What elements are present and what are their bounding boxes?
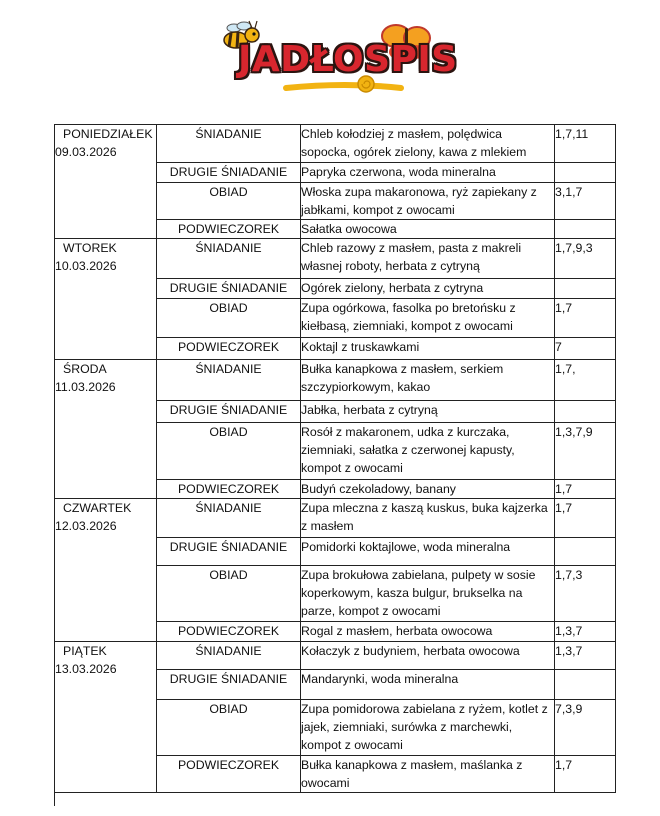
day-date: 13.03.2026 <box>55 662 117 676</box>
dish-description-cell: Pomidorki koktajlowe, woda mineralna <box>301 538 555 566</box>
dish-description-cell: Koktajl z truskawkami <box>301 338 555 360</box>
menu-row <box>55 239 616 279</box>
meal-type-cell: OBIAD <box>157 423 301 480</box>
dish-description-cell: Budyń czekoladowy, banany <box>301 480 555 499</box>
day-name: PONIEDZIAŁEK <box>63 127 153 141</box>
dish-description-cell: Zupa mleczna z kaszą kuskus, buka kajzerka z masłem <box>301 499 555 538</box>
meal-type-cell: DRUGIE ŚNIADANIE <box>157 401 301 423</box>
allergens-cell: 1,7,3 <box>555 566 616 622</box>
meal-type-cell: OBIAD <box>157 700 301 756</box>
allergens-cell: 1,7, <box>555 360 616 401</box>
allergens-cell: 1,7 <box>555 299 616 338</box>
meal-type-cell: PODWIECZOREK <box>157 756 301 793</box>
dish-description-cell: Rosół z makaronem, udka z kurczaka, ziemniaki, sałatka z czerwonej kapusty, kompot z owocami <box>301 423 555 480</box>
day-name: CZWARTEK <box>63 501 132 515</box>
allergens-cell: 1,3,7 <box>555 622 616 642</box>
meal-type-cell: PODWIECZOREK <box>157 338 301 360</box>
allergens-cell: 7,3,9 <box>555 700 616 756</box>
dish-description-cell: Zupa brokułowa zabielana, pulpety w sosie koperkowym, kasza bulgur, brukselka na parze, kompot z owocami <box>301 566 555 622</box>
day-date: 09.03.2026 <box>55 145 117 159</box>
day-cell <box>55 360 157 499</box>
allergens-cell: 1,3,7 <box>555 642 616 670</box>
dish-description-cell: Chleb kołodziej z masłem, polędwica sopocka, ogórek zielony, kawa z mlekiem <box>301 125 555 163</box>
meal-type-cell: ŚNIADANIE <box>157 360 301 401</box>
dish-description-cell: Mandarynki, woda mineralna <box>301 670 555 700</box>
dish-description-cell: Bułka kanapkowa z masłem, maślanka z owocami <box>301 756 555 793</box>
dish-description-cell: Kołaczyk z budyniem, herbata owocowa <box>301 642 555 670</box>
allergens-cell: 7 <box>555 338 616 360</box>
day-cell <box>55 642 157 793</box>
day-date: 10.03.2026 <box>55 259 117 273</box>
allergens-cell: 1,7,9,3 <box>555 239 616 279</box>
dish-description-cell: Zupa pomidorowa zabielana z ryżem, kotlet z jajek, ziemniaki, surówka z marchewki, kompot z owocami <box>301 700 555 756</box>
meal-type-cell: PODWIECZOREK <box>157 480 301 499</box>
meal-type-cell: PODWIECZOREK <box>157 622 301 642</box>
allergens-cell <box>555 163 616 183</box>
dish-description-cell: Rogal z masłem, herbata owocowa <box>301 622 555 642</box>
dish-description-cell: Włoska zupa makaronowa, ryż zapiekany z jabłkami, kompot z owocami <box>301 183 555 220</box>
allergens-cell <box>555 670 616 700</box>
day-name: PIĄTEK <box>63 644 107 658</box>
meal-type-cell: ŚNIADANIE <box>157 125 301 163</box>
allergens-cell <box>555 538 616 566</box>
dish-description-cell: Zupa ogórkowa, fasolka po bretońsku z kiełbasą, ziemniaki, kompot z owocami <box>301 299 555 338</box>
allergens-cell: 1,7 <box>555 480 616 499</box>
dish-description-cell: Chleb razowy z masłem, pasta z makreli własnej roboty, herbata z cytryną <box>301 239 555 279</box>
allergens-cell: 1,7 <box>555 756 616 793</box>
dish-description-cell: Papryka czerwona, woda mineralna <box>301 163 555 183</box>
day-name: ŚRODA <box>63 362 107 376</box>
dish-description-cell: Ogórek zielony, herbata z cytryna <box>301 279 555 299</box>
allergens-cell: 1,3,7,9 <box>555 423 616 480</box>
allergens-cell <box>555 279 616 299</box>
day-cell <box>55 239 157 360</box>
allergens-cell <box>555 401 616 423</box>
allergens-cell: 1,7 <box>555 499 616 538</box>
dish-description-cell: Sałatka owocowa <box>301 220 555 239</box>
meal-type-cell: DRUGIE ŚNIADANIE <box>157 163 301 183</box>
meal-type-cell: ŚNIADANIE <box>157 499 301 538</box>
day-date: 11.03.2026 <box>55 380 116 394</box>
day-date: 12.03.2026 <box>55 519 117 533</box>
meal-type-cell: PODWIECZOREK <box>157 220 301 239</box>
allergens-cell: 3,1,7 <box>555 183 616 220</box>
meal-type-cell: ŚNIADANIE <box>157 239 301 279</box>
menu-row <box>55 499 616 538</box>
day-name: WTOREK <box>63 241 117 255</box>
meal-type-cell: DRUGIE ŚNIADANIE <box>157 279 301 299</box>
menu-row <box>55 642 616 670</box>
meal-type-cell: OBIAD <box>157 183 301 220</box>
text-cursor <box>54 792 55 806</box>
meal-type-cell: OBIAD <box>157 299 301 338</box>
day-cell <box>55 499 157 642</box>
allergens-cell <box>555 220 616 239</box>
logo-title: JADŁOSPIS <box>238 39 458 80</box>
jadlospis-logo <box>216 18 458 100</box>
dish-description-cell: Jabłka, herbata z cytryną <box>301 401 555 423</box>
meal-type-cell: OBIAD <box>157 566 301 622</box>
meal-type-cell: ŚNIADANIE <box>157 642 301 670</box>
allergens-cell: 1,7,11 <box>555 125 616 163</box>
menu-table-body <box>55 125 616 793</box>
day-cell <box>55 125 157 239</box>
meal-type-cell: DRUGIE ŚNIADANIE <box>157 538 301 566</box>
menu-row <box>55 125 616 163</box>
meal-type-cell: DRUGIE ŚNIADANIE <box>157 670 301 700</box>
dish-description-cell: Bułka kanapkowa z masłem, serkiem szczypiorkowym, kakao <box>301 360 555 401</box>
menu-row <box>55 360 616 401</box>
menu-table <box>54 124 616 793</box>
